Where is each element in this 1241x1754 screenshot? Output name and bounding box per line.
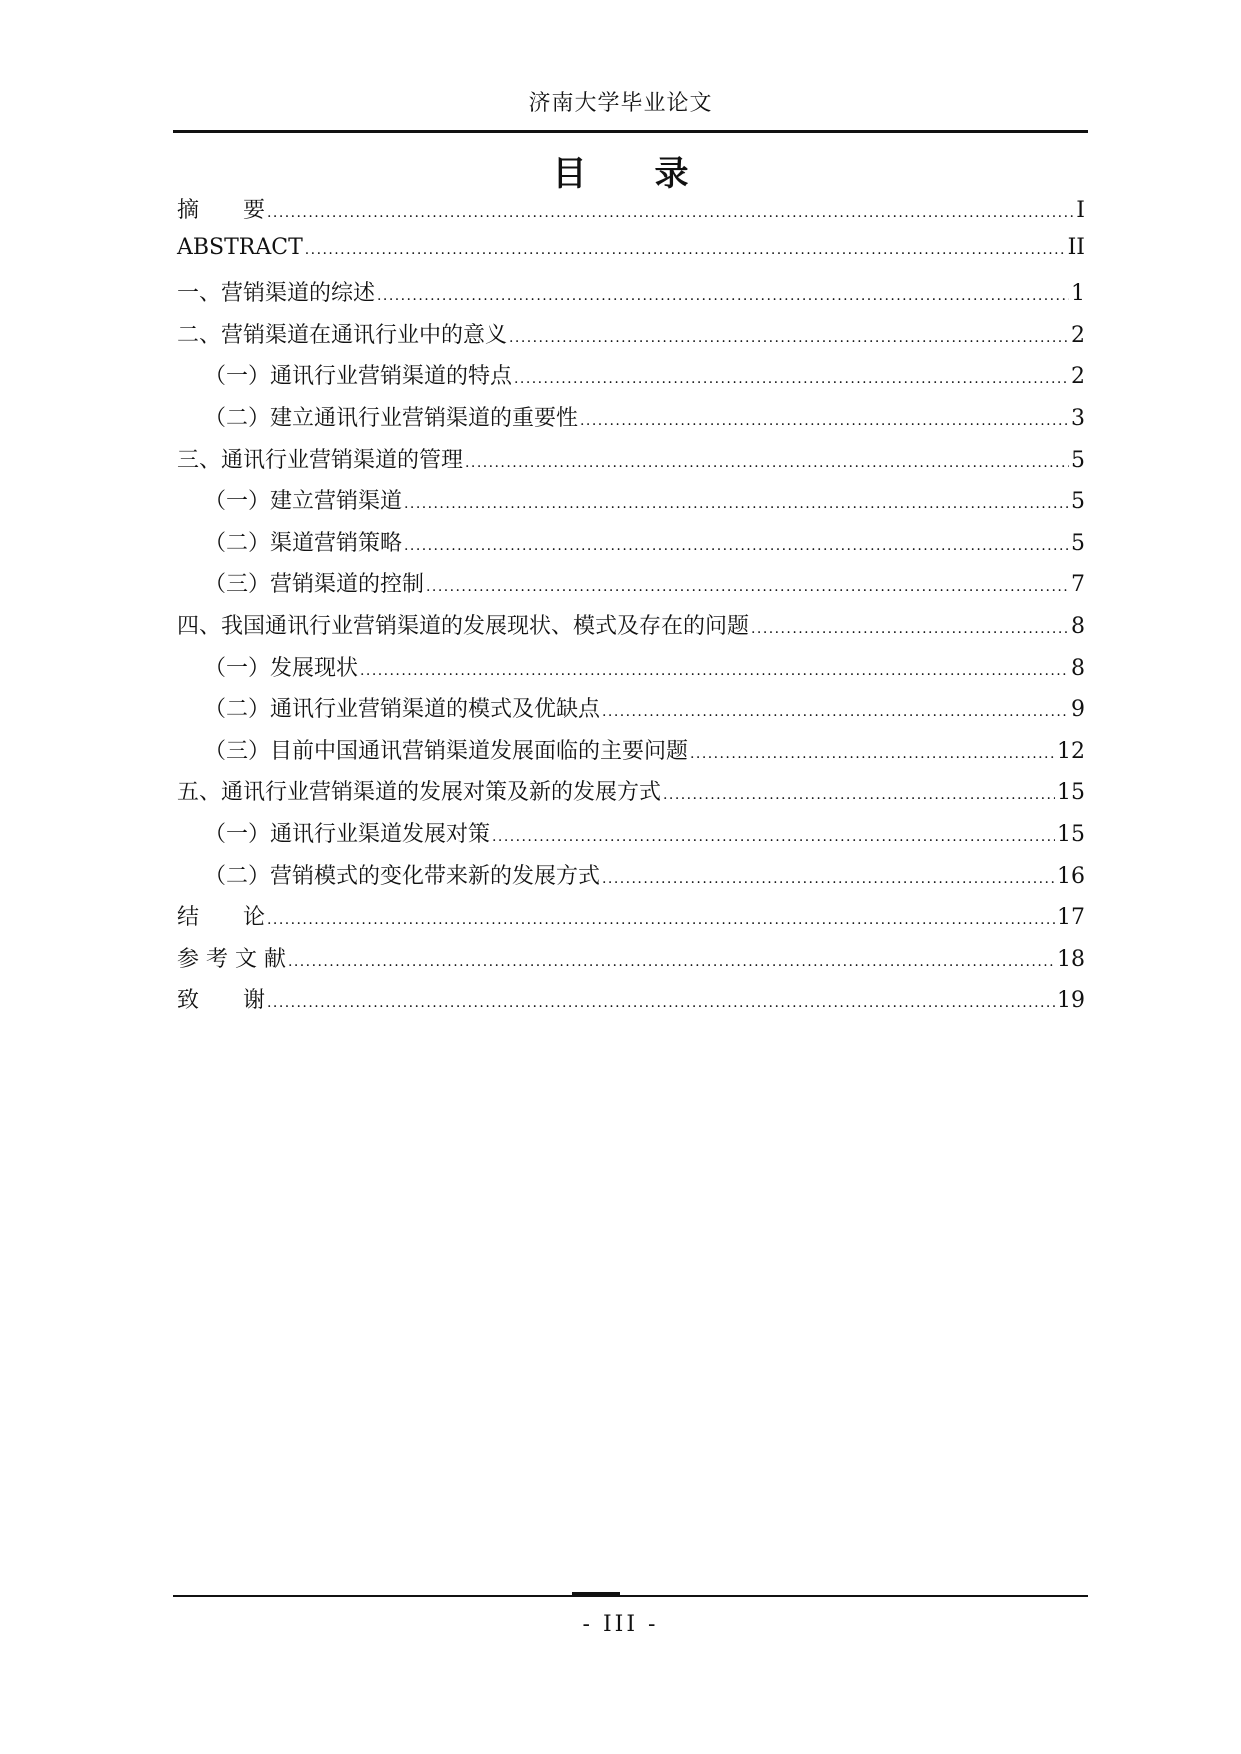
toc-entry[interactable] <box>177 401 1085 443</box>
toc-leader-dots <box>267 198 1074 223</box>
toc-entry-label: 参 考 文 献 <box>177 946 286 972</box>
toc-leader-dots <box>602 864 1055 889</box>
toc-entry[interactable] <box>177 817 1085 859</box>
toc-entry[interactable] <box>177 276 1085 318</box>
toc-leader-dots <box>305 235 1066 260</box>
footer-rule <box>173 1595 1088 1597</box>
toc-entry-page: 19 <box>1057 988 1085 1014</box>
toc-entry[interactable] <box>177 318 1085 360</box>
toc-leader-dots <box>288 947 1055 972</box>
toc-entry-page: 18 <box>1057 946 1085 972</box>
toc-entry[interactable] <box>177 859 1085 901</box>
toc-entry-label: 五、通讯行业营销渠道的发展对策及新的发展方式 <box>177 780 662 806</box>
toc-entry[interactable] <box>177 942 1085 984</box>
toc-leader-dots <box>514 364 1069 389</box>
toc-leader-dots <box>509 323 1069 348</box>
toc-entry-label: （二）建立通讯行业营销渠道的重要性 <box>204 405 579 431</box>
toc-leader-dots <box>751 614 1069 639</box>
toc-entry-page: 5 <box>1071 447 1085 473</box>
toc-entry-page: 2 <box>1071 322 1085 348</box>
toc-entry[interactable] <box>177 651 1085 693</box>
toc-entry-label: 致 谢 <box>177 988 266 1014</box>
toc-entry-label: 二、营销渠道在通讯行业中的意义 <box>177 322 508 348</box>
toc-entry[interactable] <box>177 443 1085 485</box>
toc-entry-label: 三、通讯行业营销渠道的管理 <box>177 447 464 473</box>
toc-entry-label: （二）营销模式的变化带来新的发展方式 <box>204 863 601 889</box>
toc-leader-dots <box>404 531 1069 556</box>
toc-entry-label: ABSTRACT <box>177 234 303 260</box>
toc-leader-dots <box>580 406 1069 431</box>
toc-entry-label: （二）渠道营销策略 <box>204 530 403 556</box>
toc-entry-label: （三）营销渠道的控制 <box>204 572 425 598</box>
toc-entry-label: 结 论 <box>177 905 266 931</box>
toc-leader-dots <box>465 448 1069 473</box>
toc-entry-page: 9 <box>1071 697 1085 723</box>
toc-entry-page: II <box>1067 234 1085 260</box>
toc-entry-page: I <box>1076 198 1085 223</box>
toc-entry-page: 8 <box>1071 613 1085 639</box>
toc-entry[interactable] <box>177 734 1085 776</box>
toc-leader-dots <box>377 281 1069 306</box>
toc-entry-label: 摘 要 <box>177 198 266 223</box>
toc-entry-label: （一）通讯行业营销渠道的特点 <box>204 364 513 390</box>
toc-entry-page: 15 <box>1057 821 1085 847</box>
toc-leader-dots <box>404 489 1069 514</box>
toc-entry[interactable] <box>177 193 1085 235</box>
toc-entry-page: 5 <box>1071 530 1085 556</box>
toc-entry-page: 1 <box>1071 281 1085 307</box>
toc-entry[interactable] <box>177 359 1085 401</box>
toc-entry-page: 7 <box>1071 572 1085 598</box>
toc-entry[interactable] <box>177 692 1085 734</box>
toc-entry-page: 3 <box>1071 405 1085 431</box>
page-number: - III - <box>582 1612 659 1637</box>
table-of-contents <box>177 193 1085 1025</box>
toc-leader-dots <box>267 988 1055 1013</box>
footer-rule-mark <box>572 1592 620 1596</box>
toc-entry[interactable] <box>177 567 1085 609</box>
toc-entry-label: （一）发展现状 <box>204 655 359 681</box>
toc-leader-dots <box>663 780 1055 805</box>
toc-entry-label: 四、我国通讯行业营销渠道的发展现状、模式及存在的问题 <box>177 613 750 639</box>
toc-entry-page: 17 <box>1057 905 1085 931</box>
toc-entry[interactable] <box>177 775 1085 817</box>
toc-leader-dots <box>690 739 1055 764</box>
toc-entry-page: 5 <box>1071 489 1085 515</box>
toc-entry-label: （三）目前中国通讯营销渠道发展面临的主要问题 <box>204 738 689 764</box>
toc-entry[interactable] <box>177 526 1085 568</box>
toc-leader-dots <box>602 697 1069 722</box>
toc-leader-dots <box>492 822 1055 847</box>
toc-entry[interactable] <box>177 900 1085 942</box>
toc-entry-page: 12 <box>1057 738 1085 764</box>
toc-entry-page: 8 <box>1071 655 1085 681</box>
toc-entry[interactable] <box>177 609 1085 651</box>
toc-entry[interactable] <box>177 983 1085 1025</box>
toc-entry-page: 2 <box>1071 364 1085 390</box>
toc-entry[interactable] <box>177 235 1085 277</box>
toc-leader-dots <box>426 572 1069 597</box>
toc-entry-label: （一）通讯行业渠道发展对策 <box>204 821 491 847</box>
header-rule <box>173 130 1088 133</box>
running-header: 济南大学毕业论文 <box>528 91 713 116</box>
toc-title: 目 录 <box>552 154 689 194</box>
toc-leader-dots <box>267 905 1055 930</box>
toc-entry-label: （二）通讯行业营销渠道的模式及优缺点 <box>204 697 601 723</box>
toc-entry[interactable] <box>177 484 1085 526</box>
toc-entry-label: （一）建立营销渠道 <box>204 489 403 515</box>
toc-leader-dots <box>360 656 1069 681</box>
toc-entry-page: 15 <box>1057 780 1085 806</box>
toc-entry-page: 16 <box>1057 863 1085 889</box>
toc-entry-label: 一、营销渠道的综述 <box>177 281 376 307</box>
